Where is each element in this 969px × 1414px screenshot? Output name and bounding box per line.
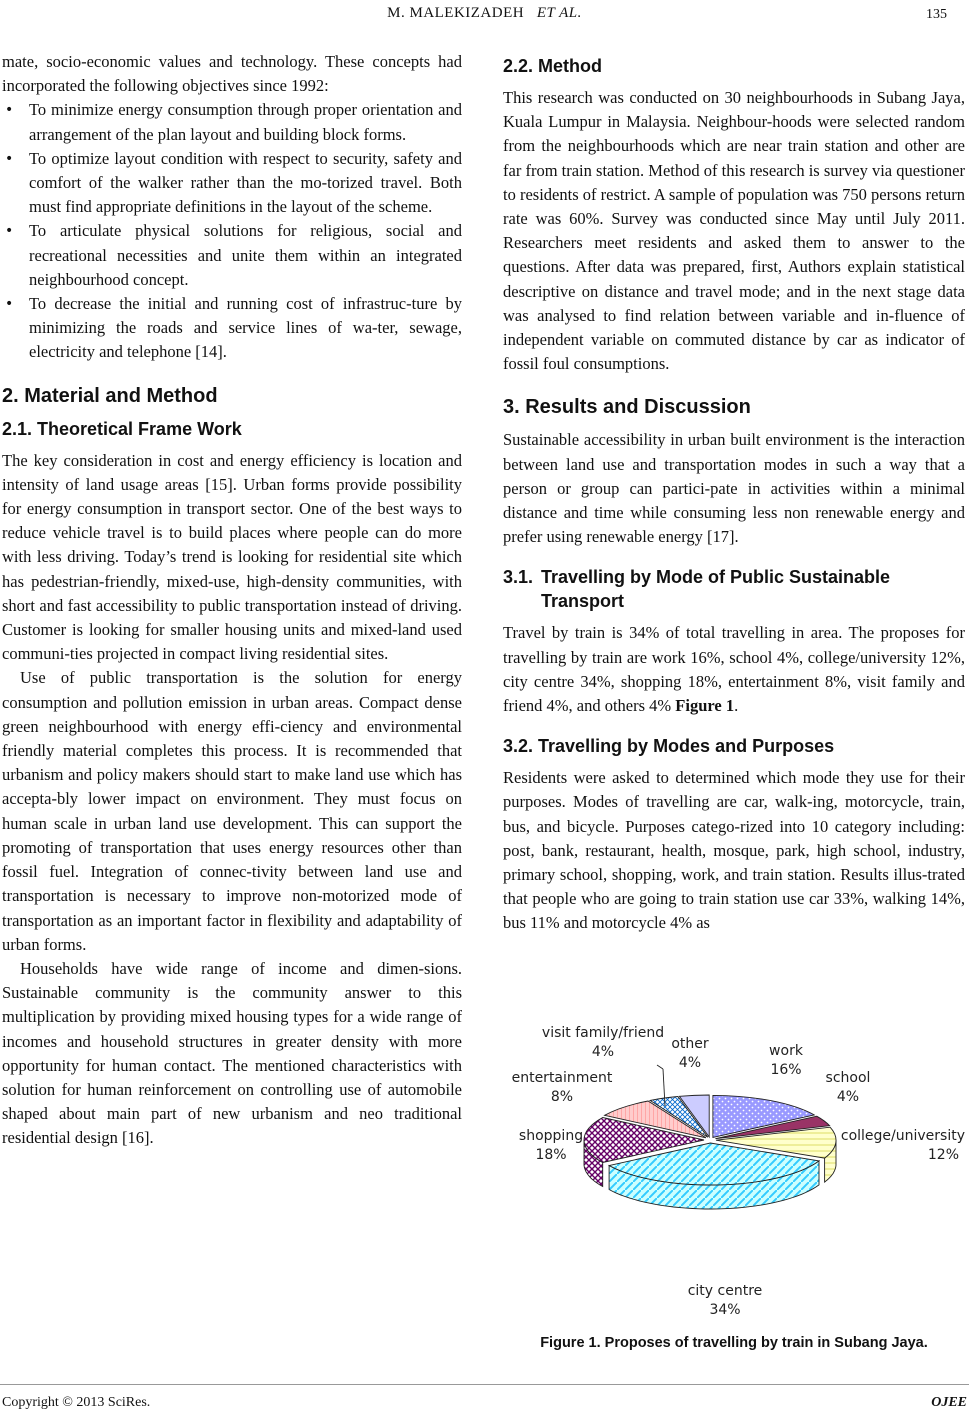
section-2-heading: 2. Material and Method [2,384,218,407]
page-number: 135 [926,7,947,22]
section-3-1-title: Travelling by Mode of Public Sustainable Transport [541,567,891,612]
author-name: M. MALEKIZADEH [387,5,525,21]
section-3-2-heading: 3.2. Travelling by Modes and Purposes [503,736,835,757]
running-head [0,5,969,29]
train-paragraph [503,621,965,718]
figure-1-pie-chart [505,1022,967,1322]
section-3-heading: 3. Results and Discussion [503,396,751,419]
figure-1-link[interactable]: Figure 1 [675,696,735,716]
pie-label-city-centre: city centre 34% [687,1283,763,1318]
et-al: ET AL. [536,5,582,21]
list-item-text: To decrease the initial and running cost of infrastruc-ture by minimizing the roads and service lines of wa-ter, sewage, electricity and telephone [14]. [29,294,462,362]
bullet-icon: • [5,296,14,313]
train-paragraph-end: . [734,696,739,716]
section-3-1-heading [503,565,965,613]
list-item [2,98,462,146]
bullet-icon: • [5,223,14,240]
pie-chart-svg [505,1022,967,1322]
theory-paragraph-1: The key consideration in cost and energy efficiency is location and intensity of land usage areas [15]. Urban forms provide possibility for energy consumption in transport sector. One of the best ways to reduce vehicle travel is to build places where people can do more with less driving. Today’s trend is looking for residential site which has pedestrian-friendly, mixed-use, high-density communities, with short and fast accessibility to public transportation instead of driving. Customer is looking for smaller housing units and mixed-land used communi-ties projected in compact living residential sites. [2,450,462,664]
objectives-list [2,98,462,364]
journal-name: OJEE [931,1395,967,1410]
footer-rule [0,1384,969,1385]
bullet-icon: • [5,150,14,167]
method-paragraph: This research was conducted on 30 neighbourhoods in Subang Jaya, Kuala Lumpur in Malaysia. Neighbour-hoods were selected random from the neighbourhoods which are near train station and other are far from train station. Method of this research is survey via questioner to residents of restrict. A sample of population was 750 persons return rate was 60%. Survey was conducted since May until July 2011. Researchers meet residents and asked them to answer to the questions. After data was prepared, first, Authors explain statistical descriptive on distance and travel mode; and in the next stage data was analysed to find relation between variable and in-fluence of independent variable on commuted distance by car as indicator of fossil foul consumptions. [503,88,965,374]
train-paragraph-text: Travel by train is 34% of total travelling in area. The proposes for travelling by train are work 16%, school 4%, college/university 12%, city centre 34%, shopping 18%, entertainment 8%, visit family and friend 4%, and others 4% [503,623,965,716]
list-item [2,219,462,292]
intro-paragraph: mate, socio-economic values and technology. These concepts had incorporated the following objectives since 1992: [2,52,462,96]
pie-label-visit-family-friend: visit family/friend 4% [541,1025,665,1060]
figure-1-caption: Figure 1. Proposes of travelling by train in Subang Jaya. [540,1335,928,1351]
pie-label-work: work 16% [769,1043,803,1078]
list-item [2,292,462,365]
pie-label-entertainment: entertainment 8% [511,1070,613,1105]
pie-label-college-university: college/university 12% [840,1128,965,1163]
list-item [2,147,462,220]
section-3-1-number: 3.1. [503,567,534,588]
section-2-2-heading: 2.2. Method [503,56,603,76]
copyright-notice: Copyright © 2013 SciRes. [2,1395,151,1410]
theory-paragraph-2: Use of public transportation is the solution for energy consumption and pollution emission in urban areas. Compact dense green neighbourhood with energy effi-ciency and environmental friendly material completes this process. It is recommended that urbanism and policy makers should start to make land use which has accepta-bly lower impact on environment. They must focus on human scale in urban land use development. This can support the promoting of transportation that uses energy resources other than fossil fuel. Integration of connec-tivity between land use and transportation is necessary to improve non-motorized mode of transportation as an important factor in flexibility and adaptability of urban forms. [2,668,462,954]
pie-label-other: other 4% [671,1036,709,1071]
list-item-text: To articulate physical solutions for religious, social and recreational necessities and unite them within an integrated neighbourhood concept. [29,221,462,289]
modes-paragraph: Residents were asked to determined which mode they use for their purposes. Modes of travelling are car, walk-ing, motorcycle, train, bus, and bicycle. Purposes catego-rized into 10 category including: post, bank, restaurant, health, mosque, park, high school, industry, primary school, shopping, work, and train station. Results illus-trated that people who are going to train station use car 33%, walking 14%, bus 11% and motorcycle 4% as [503,768,965,933]
results-paragraph: Sustainable accessibility in urban built environment is the interaction between land use and transportation modes in such a way that a person or group can partici-pate in activities within a minimal distance and time while consuming less non renewable energy and prefer using renewable energy [17]. [503,430,965,547]
section-2-1-heading: 2.1. Theoretical Frame Work [2,418,242,439]
running-head-authors [0,5,969,22]
right-column [503,50,965,936]
left-column [2,50,462,1151]
list-item-text: To optimize layout condition with respect to security, safety and comfort of the walker rather than the mo-torized travel. Both must find appropriate definitions in the layout of the scheme. [29,148,462,217]
theory-paragraph-3: Households have wide range of income and dimen-sions. Sustainable community is the community answer to this multiplication by providing mixed housing types for a wide range of incomes and household structures in greater density with more opportunity for human contact. The mentioned characteristics with solution for human reinforcement on controlling use of automobile shaped about main part of new urbanism and neo traditional residential design [16]. [2,958,462,1148]
bullet-icon: • [5,102,14,119]
pie-label-school: school 4% [825,1070,871,1105]
pie-label-shopping: shopping 18% [518,1128,584,1163]
list-item-text: To minimize energy consumption through proper orientation and arrangement of the plan layout and building block forms. [29,100,462,144]
